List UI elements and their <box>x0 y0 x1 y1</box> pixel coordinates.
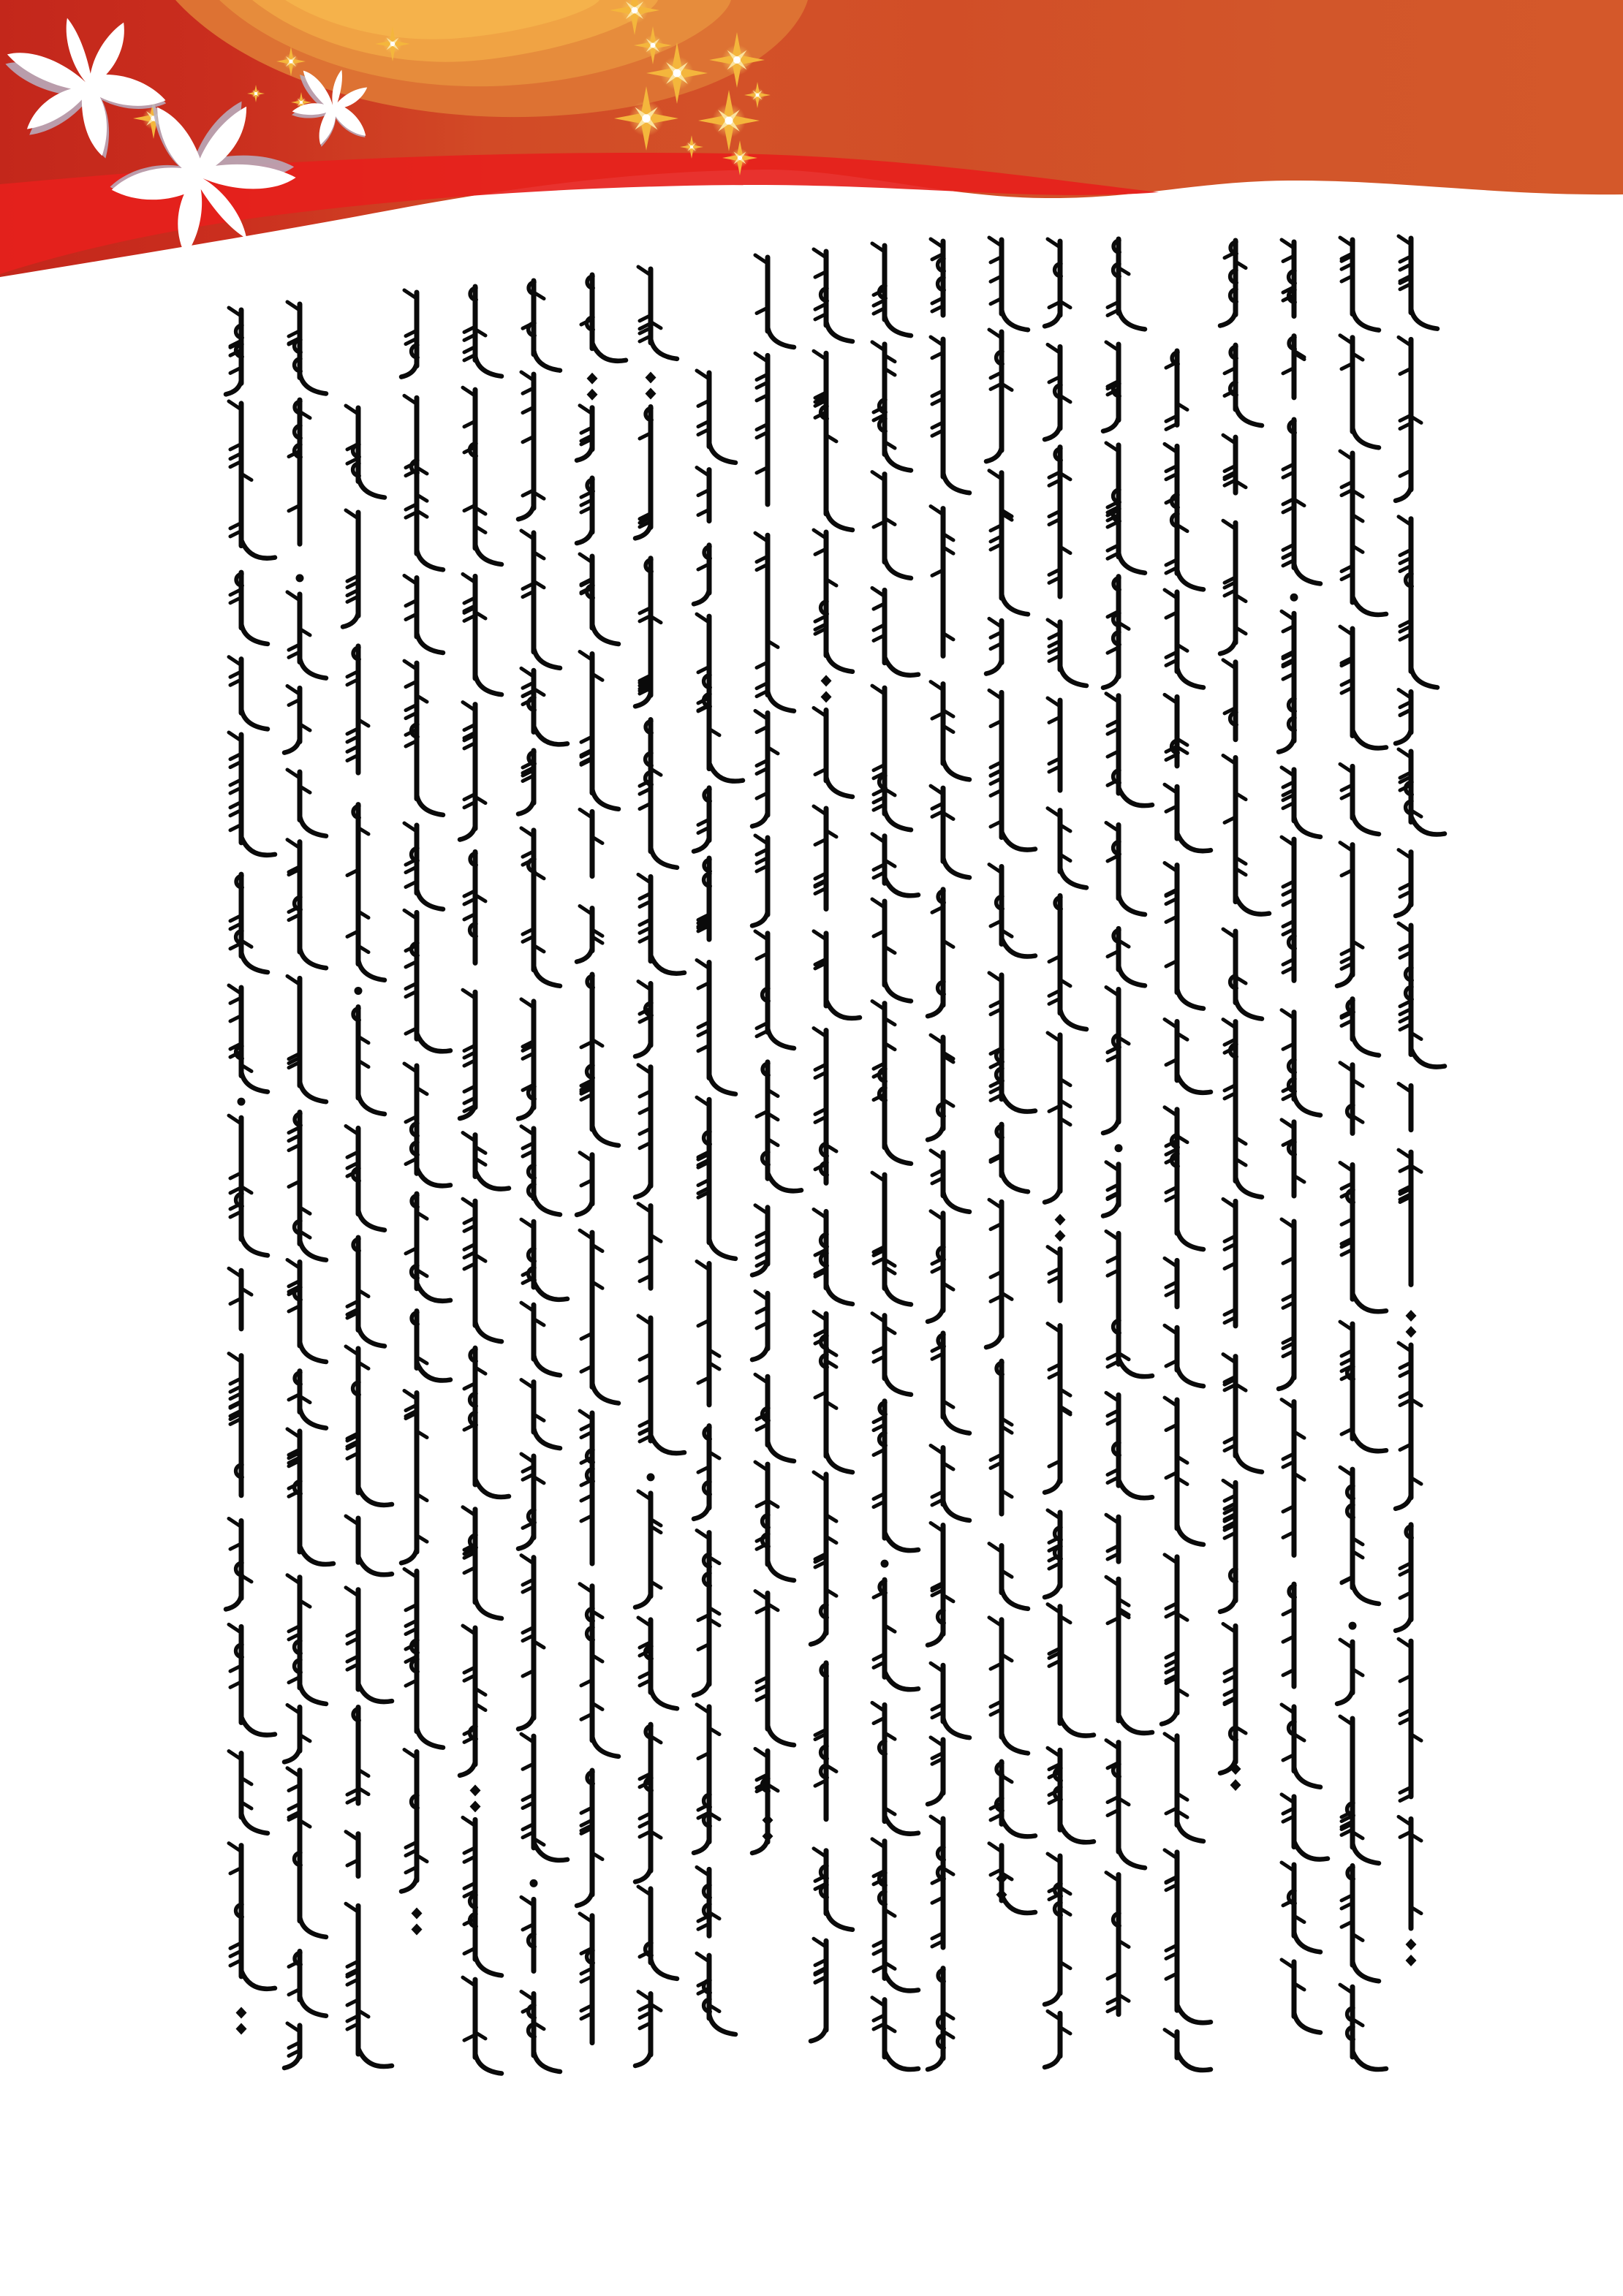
text-column <box>1396 236 1445 1966</box>
text-column <box>1103 239 1152 2015</box>
text-column <box>694 371 743 2034</box>
text-column <box>284 302 333 2068</box>
text-column <box>577 275 626 2043</box>
text-column <box>226 308 275 2034</box>
text-column <box>752 255 801 1853</box>
text-column <box>1045 239 1094 2067</box>
text-column <box>1279 240 1328 2033</box>
text-column <box>986 238 1035 1913</box>
text-column <box>635 267 684 2066</box>
text-column <box>401 290 450 1936</box>
text-column <box>872 243 918 2069</box>
text-column <box>1220 240 1269 1791</box>
text-column <box>1162 351 1211 2070</box>
text-column <box>460 287 509 2074</box>
text-column <box>343 406 392 2066</box>
text-column <box>811 249 860 2041</box>
text-column <box>1337 238 1386 2069</box>
text-column <box>518 281 567 2072</box>
text-column <box>928 239 969 2069</box>
